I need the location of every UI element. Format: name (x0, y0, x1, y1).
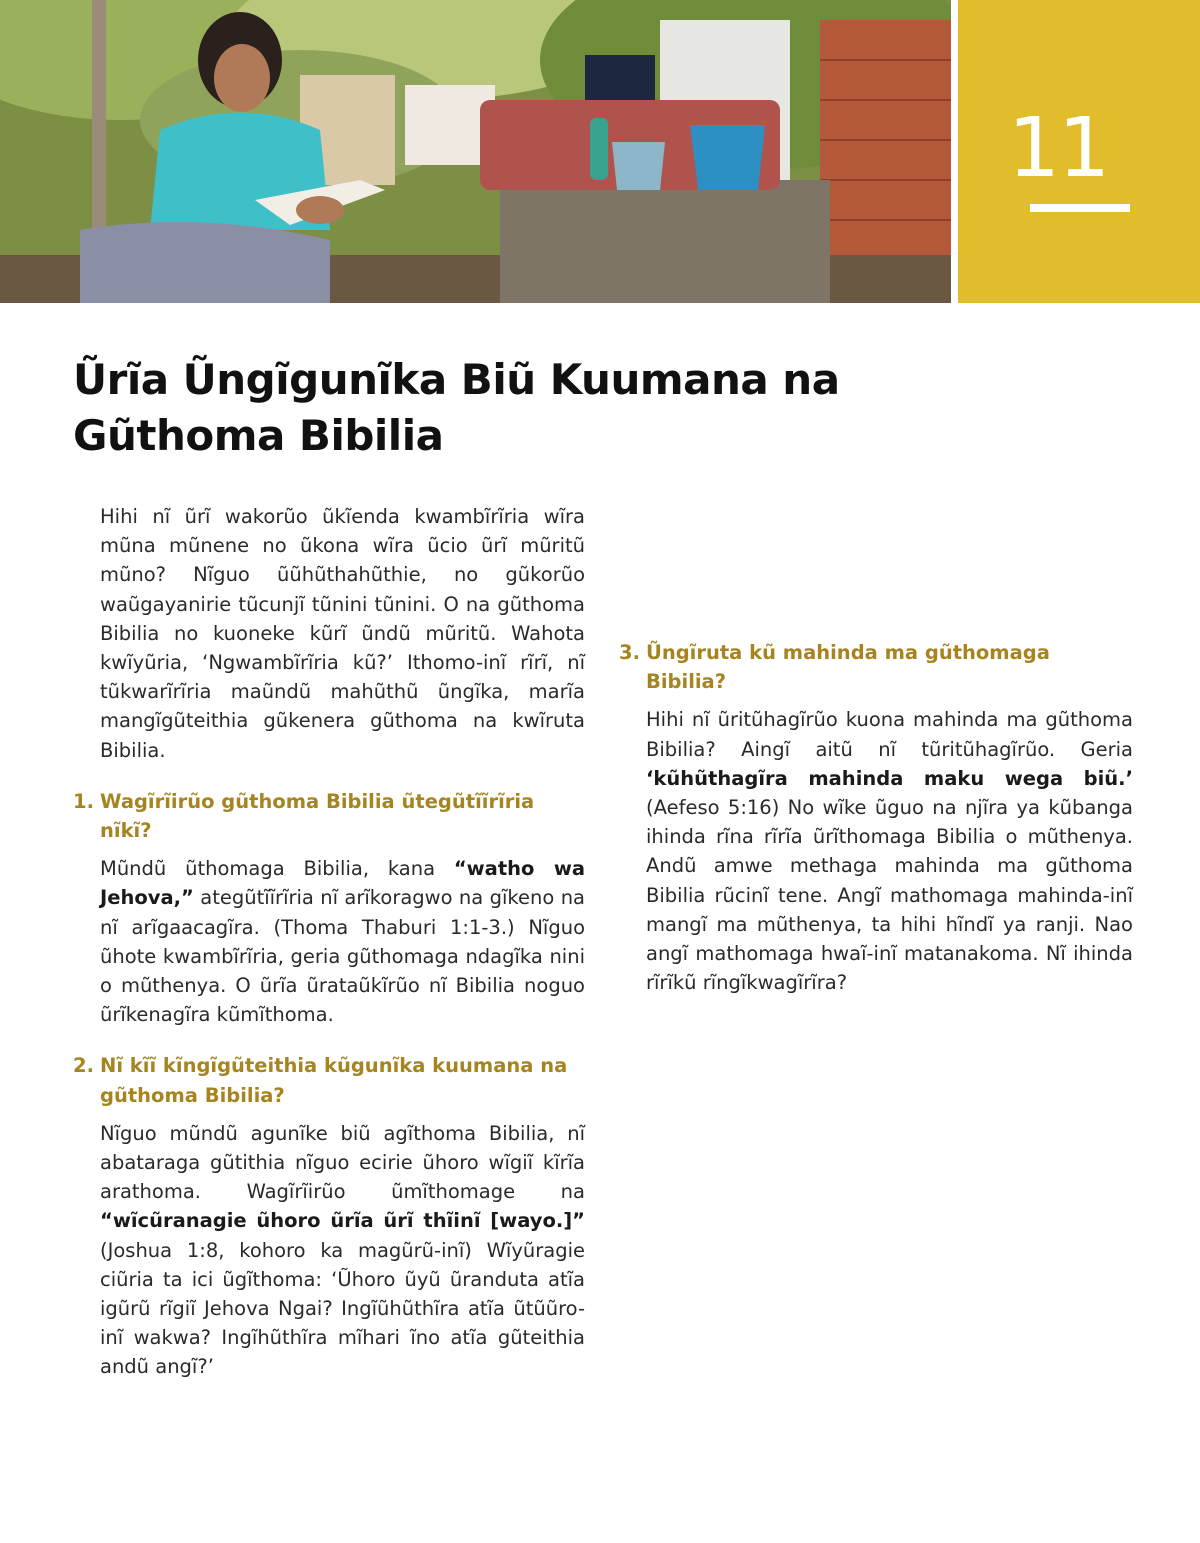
answer-3 (619, 705, 1133, 997)
lesson-title-line1: Ũrĩa Ũngĩgunĩka Biũ Kuumana na (73, 355, 840, 404)
question-3 (619, 638, 1133, 696)
answer-1-text-a: Mũndũ ũthomaga Bibilia, kana (100, 857, 454, 881)
answer-3-text-a: Hihi nĩ ũritũhagĩrũo kuona mahinda ma gũthoma Bibilia? Aingĩ aitũ nĩ tũritũhagĩrũo. Geria (646, 708, 1133, 761)
question-1 (73, 787, 585, 845)
question-3-text: Ũngĩruta kũ mahinda ma gũthomaga Bibilia? (646, 641, 1050, 694)
question-2 (73, 1051, 585, 1109)
question-3-number: 3. (619, 641, 640, 664)
lesson-number-badge (958, 0, 1200, 303)
answer-1-quote: “watho wa Jehova,” (100, 857, 585, 910)
hero-illustration (0, 0, 951, 303)
question-1-text: Wagĩrĩirũo gũthoma Bibilia ũtegũtĩĩrĩria nĩkĩ? (100, 789, 535, 843)
answer-2 (73, 1119, 585, 1382)
right-column (619, 502, 1133, 997)
badge-underline (1030, 204, 1130, 212)
answer-2-text-a: Nĩguo mũndũ agunĩke biũ agĩthoma Bibilia, nĩ abataraga gũtithia nĩguo ecirie ũhoro wĩgiĩ kĩrĩa arathoma. Wagĩrĩirũo ũmĩthomage na (100, 1121, 585, 1204)
left-column (73, 502, 585, 1382)
answer-2-quote: “wĩcũranagie ũhoro ũrĩa ũrĩ thĩinĩ [wayo.]” (100, 1209, 585, 1233)
question-1-number: 1. (73, 789, 94, 813)
lesson-number: 11 (1007, 101, 1109, 196)
lesson-title-line2: Gũthoma Bibilia (73, 411, 444, 460)
question-2-text: Nĩ kĩĩ kĩngĩgũteithia kũgunĩka kuumana na gũthoma Bibilia? (100, 1054, 568, 1107)
answer-2-text-b: (Joshua 1:8, kohoro ka magũrũ-inĩ) Wĩyũragie ciũria ta ici ũgĩthoma: ‘Ũhoro ũyũ ũranduta atĩa igũrũ rĩgiĩ Jehova Ngai? Ingĩũhũthĩra atĩa ũtũũro-inĩ wakwa? Ingĩhũthĩra mĩhari ĩno atĩa gũteithia andũ angĩ?’ (100, 1238, 585, 1379)
answer-1-text-b: ategũtĩĩrĩria nĩ arĩkoragwo na gĩkeno na nĩ arĩgaacagĩra. (Thoma Thaburi 1:1-3.) Nĩguo ũhote kwambĩrĩria, geria gũthomaga ndagĩka nini o mũthenya. O ũrĩa ũrataũkĩrũo nĩ Bibilia noguo ũrĩkenagĩra kũmĩthoma. (100, 886, 585, 1027)
answer-1 (73, 854, 585, 1029)
answer-3-quote: ‘kũhũthagĩra mahinda maku wega biũ.’ (646, 766, 1133, 790)
lesson-title (73, 352, 953, 464)
intro-paragraph: Hihi nĩ ũrĩ wakorũo ũkĩenda kwambĩrĩria wĩra mũna mũnene no ũkona wĩra ũcio ũrĩ mũritũ mũno? Nĩguo ũũhũthahũthie, no gũkorũo waũgayanirie tũcunjĩ tũnini tũnini. O na gũthoma Bibilia no kuoneke kũrĩ ũndũ mũritũ. Wahota kwĩyũria, ‘Ngwambĩrĩria kũ?’ Ithomo-inĩ rĩrĩ, nĩ tũkwarĩrĩria maũndũ mahũthũ ũngĩka, marĩa mangĩgũteithia gũkenera gũthoma na kwĩruta Bibilia. (100, 505, 585, 762)
answer-3-text-b: (Aefeso 5:16) No wĩke ũguo na njĩra ya kũbanga ihinda rĩna rĩrĩa ũrĩthomaga Bibilia o mũthenya. Andũ amwe methaga mahinda ma gũthoma Bibilia rũcinĩ tene. Angĩ mathomaga mahinda-inĩ mangĩ ma mũthenya, ta hihi hĩndĩ ya ranji. Nao angĩ mathomaga hwaĩ-inĩ matanakoma. Nĩ ihinda rĩrĩkũ rĩngĩkwagĩrĩra? (646, 796, 1133, 995)
hero-photo (0, 0, 951, 303)
question-2-number: 2. (73, 1054, 94, 1078)
